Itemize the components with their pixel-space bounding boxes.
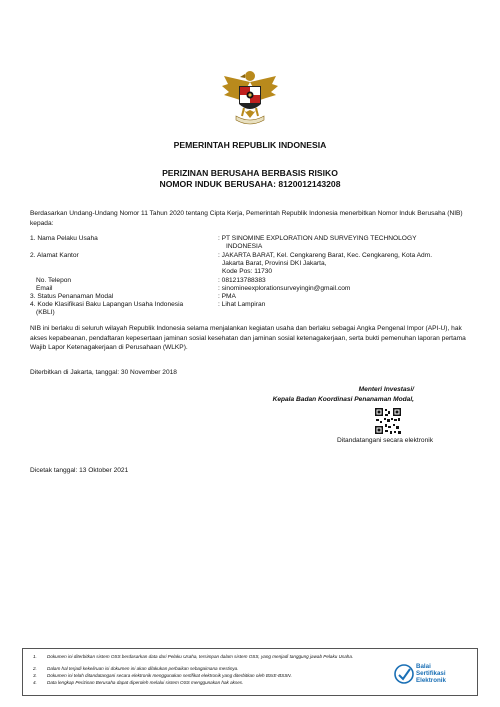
field-value-name: : PT SINOMINE EXPLORATION AND SURVEYING TECHNOLOGY xyxy=(218,235,417,242)
field-value-address: : JAKARTA BARAT, Kel. Cengkareng Barat, Kec. Cengkareng, Kota Adm. xyxy=(218,252,433,259)
field-value-investment-status: : PMA xyxy=(218,293,236,300)
footnote-text: Dokumen ini diterbitkan sistem OSS berdasarkan data dari Pelaku Usaha, tersimpan dalam sistem OSS, yang menjadi tanggung jawab Pelaku Usaha. xyxy=(47,654,354,659)
field-value-postcode: Kode Pos: 11730 xyxy=(222,268,273,275)
footnote-number: 3. xyxy=(33,673,37,678)
field-label-kbli-cont: (KBLI) xyxy=(36,309,55,316)
garuda-emblem-icon xyxy=(218,64,282,128)
field-value-address-cont: Jakarta Barat, Provinsi DKI Jakarta, xyxy=(222,260,327,267)
field-label-email: Email xyxy=(36,285,53,292)
validity-paragraph: NIB ini berlaku di seluruh wilayah Republik Indonesia selama menjalankan kegiatan usaha dan berlaku sebagai Angka Pengenal Impor (API-U), hak akses kepabeanan, pendaftaran kepesertaan jaminan sosial kesehatan dan jaminan sosial ketenagakerjaan, serta bukti pemenuhan laporan pertama Wajib Lapor Ketenagakerjaan di Perusahaan (WLKP). xyxy=(30,325,466,352)
government-heading: PEMERINTAH REPUBLIK INDONESIA xyxy=(173,140,327,150)
printed-date: Dicetak tanggal: 13 Oktober 2021 xyxy=(30,467,129,474)
field-value-kbli: : Lihat Lampiran xyxy=(218,301,266,308)
field-value-phone: : 081213788383 xyxy=(218,277,266,284)
footnote-text: Dokumen ini telah ditandatangani secara elektronik menggunakan sertifikat elektronik yang diterbitkan oleh BSrE-BSSN. xyxy=(47,673,292,678)
bsre-logo-icon xyxy=(394,662,414,686)
bsre-logo xyxy=(394,660,474,688)
footnote-number: 1. xyxy=(33,654,37,659)
signatory-office: Kepala Badan Koordinasi Penanaman Modal, xyxy=(272,396,414,403)
footnote-number: 2. xyxy=(33,666,37,671)
footnote-number: 4. xyxy=(33,680,37,685)
field-label-address: 2. Alamat Kantor xyxy=(30,252,79,259)
intro-paragraph: Berdasarkan Undang-Undang Nomor 11 Tahun 2020 tentang Cipta Kerja, Pemerintah Republik Indonesia menerbitkan Nomor Induk Berusaha (NIB) kepada: xyxy=(30,210,463,227)
footnote-text: Dalam hal terjadi kekeliruan isi dokumen ini akan dilakukan perbaikan sebagaimana mestinya. xyxy=(47,666,239,671)
footnote-text: Data lengkap Perizinan Berusaha dapat diperoleh melalui sistem OSS menggunakan hak akses. xyxy=(47,680,244,685)
field-label-kbli: 4. Kode Klasifikasi Baku Lapangan Usaha Indonesia xyxy=(30,301,184,308)
nib-number: NOMOR INDUK BERUSAHA: 8120012143208 xyxy=(159,179,341,189)
field-value-name-cont: INDONESIA xyxy=(226,243,263,250)
document-title: PERIZINAN BERUSAHA BERBASIS RISIKO xyxy=(162,168,338,178)
qr-code-icon xyxy=(374,407,402,435)
field-label-phone: No. Telepon xyxy=(36,277,72,284)
signatory-title: Menteri Investasi/ xyxy=(358,386,414,393)
bsre-line3: Elektronik xyxy=(416,677,446,684)
field-label-investment-status: 3. Status Penanaman Modal xyxy=(30,293,114,300)
electronic-signature-note: Ditandatangani secara elektronik xyxy=(336,437,434,444)
issued-date: Diterbitkan di Jakarta, tanggal: 30 November 2018 xyxy=(30,369,177,376)
field-label-name: 1. Nama Pelaku Usaha xyxy=(30,235,98,242)
bsre-line1: Balai xyxy=(416,663,431,670)
field-value-email: : sinomineexplorationsurveyingin@gmail.com xyxy=(218,285,351,292)
bsre-line2: Sertifikasi xyxy=(416,670,446,677)
